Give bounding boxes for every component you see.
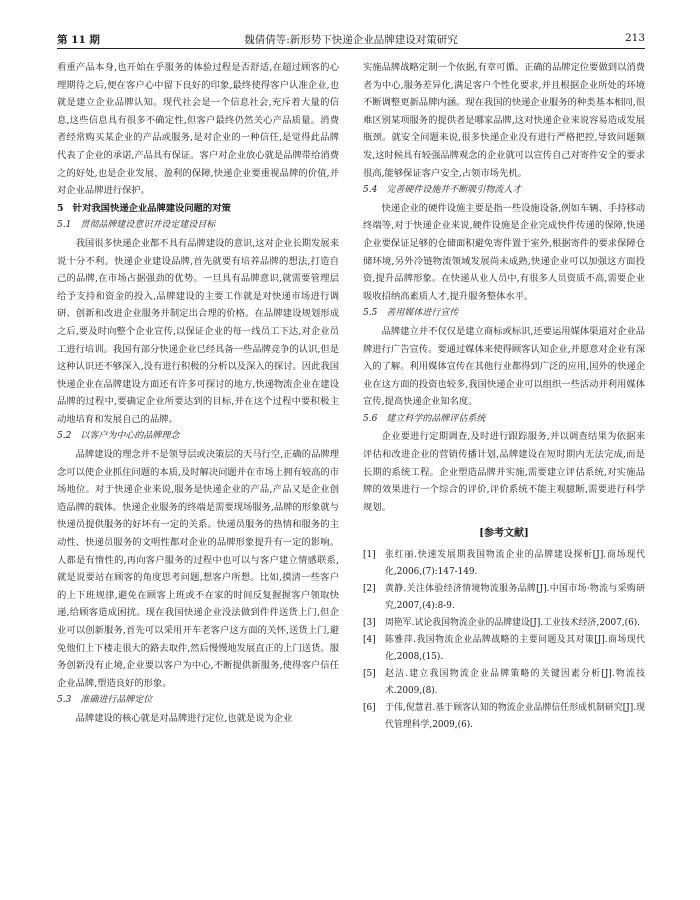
reference-item	[363, 632, 645, 666]
section-5-2-paragraph: 品牌建设的理念并不是领导层或决策层的天马行空,正确的品牌理念可以使企业抓住问题的本质,及时解决问题并在市场上拥有较高的市场地位。对于快递企业来说,服务是快递企业的产品,产品又是企业创造品牌的载体。快递企业服务的终端是需要现场服务,品牌的形象就与快递员提供服务的好坏有一定的关系。快递员服务的热情和服务的主动性、快递员服务的文明性都对企业的品牌形象提升有一定的影响。人都是有惰性的,再向客户服务的过程中也可以与客户建立情感联系,就是说要站在顾客的角度思考问题,想客户所想。比如,摸清一些客户的上下班规律,避免在顾客上班或不在家的时间反复握握客户领取快递,给顾客造成困扰。现在我国快递企业没法做到件件送货上门,但企业可以创新服务,首先可以采用开车老客户这方面的关怀,送货上门,避免他们上下楼走很大的路去取件,然后慢慢地发展直正的上门送货。服务创新没有止境,企业要以客户为中心,不断提供新服务,使得客户信任企业品牌,塑造良好的形象。	[57, 449, 339, 689]
section-5-2-heading: 5.2 以客户为中心的品牌理念	[57, 431, 180, 442]
section-5-3-heading: 5.3 准确进行品牌定位	[57, 695, 153, 706]
reference-number: [1]	[363, 550, 376, 561]
reference-number: [6]	[363, 703, 376, 714]
section-5-5-heading: 5.5 善用媒体进行宣传	[363, 308, 459, 319]
reference-text: 黄静.关注体验经济情境物流服务品牌[J].中国市场·物流与采购研究,2007,(4):8-9.	[385, 584, 645, 612]
reference-text: 赵洁.建立我国物流企业品牌策略的关键因素分析[J].物流技术.2009,(8).	[385, 669, 645, 697]
section-5-6-paragraph: 企业要进行定期调查,及时进行跟踪服务,并以调查结果为依据来评估和改进企业的营销传播计划,品牌建设在短时期内无法完成,而是长期的系统工程。企业塑造品牌并实施,需要建立评估系统,对实施品牌的效果进行一个综合的评价,评价系统不能主观臆断,需要进行科学规划。	[363, 431, 645, 513]
section-5-1-paragraph: 我国很多快递企业都不具有品牌建设的意识,这对企业长期发展来说十分不利。快递企业建设品牌,首先就要有培养品牌的想法,打造自己的品牌,在市场占据强劲的优势。一旦具有品牌意识,就需要管理层给予支持和资金的投入,品牌建设的主要工作就是对快递市场进行调研、创新和改进企业服务并制定出合理的价格。在品牌建设规划形成之后,要及时向整个企业宣传,以保证企业的每一线员工下达,对企业员工进行培训。我国有部分快递企业已经具备一些品牌竞争的认识,但是这种认识还不够深入,没有进行积极的分析以及深入的探讨。因此我国快递企业在品牌建设方面还有许多可探讨的地方,快递物流企业在建设品牌的过程中,要确定企业所要达到的目标,并在这个过程中要积极主动地培育和发展自己的品牌。	[57, 237, 339, 425]
reference-item	[363, 581, 645, 615]
right-column	[363, 59, 645, 734]
running-title: 魏倩倩等:新形势下快递企业品牌建设对策研究	[244, 34, 458, 46]
reference-item	[363, 547, 645, 581]
reference-item	[363, 700, 645, 734]
reference-number: [5]	[363, 669, 376, 680]
reference-number: [2]	[363, 584, 376, 595]
running-header	[57, 32, 645, 48]
page-number: 213	[624, 32, 645, 44]
section-5-6-heading: 5.6 建立科学的品牌评估系统	[363, 413, 486, 424]
reference-text: 张红丽.快速发展期我国物流企业的品牌建设探析[J].商场现代化,2006,(7):147-149.	[385, 550, 645, 578]
reference-text: 陈雅萍.我国物流企业品牌战略的主要问题及其对策[J].商场现代化,2008,(15).	[385, 635, 645, 663]
continued-paragraph: 实施品牌战略定制一个依据,有章可循。正确的品牌定位要做到以消费者为中心,服务差异化,满足客户个性化要求,并且根据企业所处的环境不断调整更新品牌内涵。现在我国的快递企业服务的种类基本相同,很难区别某项服务的提供者是哪家品牌,这对快递企业来说容易造成发展瓶颈。就安全问题来说,很多快递企业没有进行严格把控,导致问题频发,这时候具有较强品牌观念的企业就可以宣传自己对寄件安全的要求很高,能够保证客户安全,占领市场先机。	[363, 62, 645, 179]
section-5-heading: 5 针对我国快递企业品牌建设问题的对策	[57, 202, 231, 214]
reference-text: 周艳军.试论我国物流企业的品牌建设[J].工业技术经济,2007,(6).	[385, 618, 640, 629]
reference-item	[363, 615, 645, 632]
section-5-5-paragraph: 品牌建立并不仅仅是建立商标或标识,还要运用媒体渠道对企业品牌进行广告宣传。要通过媒体来使得顾客认知企业,并愿意对企业有深入的了解。利用媒体宣传在其他行业都得到广泛的应用,国外的快递企业在这方面的投资也较多,我国快递企业可以组织一些活动并利用媒体宣传,提高快递企业知名度。	[363, 325, 645, 408]
reference-text: 于伟,倪慧君.基于顾客认知的物流企业品牌信任形成机制研究[J].现代管理科学,2009,(6).	[385, 703, 645, 731]
reference-item	[363, 666, 645, 700]
section-5-3-paragraph: 品牌建设的核心就是对品牌进行定位,也就是说为企业	[75, 712, 293, 724]
issue-number: 第 11 期	[57, 34, 100, 46]
section-5-4-paragraph: 快递企业的硬件设施主要是指一些设施设备,例如车辆、手持移动终端等,对于快递企业来说,硬件设施是企业完成快件传递的保障,快递企业要保证足够的仓储面积避免寄件置于室外,根据寄件的要求保障仓储环境,另外冷链物流领域发展尚未成熟,快递企业可以加强这方面投资,提升品牌形象。在快递从业人员中,有很多人员资质不高,需要企业吸收招纳高素质人才,提升服务整体水平。	[363, 202, 645, 302]
references-list	[363, 547, 645, 734]
references-heading: [参考文献]	[479, 528, 529, 540]
section-5-4-heading: 5.4 完善硬件设施并不断吸引物流人才	[363, 185, 522, 196]
header-rule	[57, 48, 645, 49]
left-column	[57, 59, 339, 728]
section-5-1-heading: 5.1 贯彻品牌建设意识并设定建设目标	[57, 220, 216, 231]
reference-number: [4]	[363, 635, 376, 646]
intro-paragraph: 看重产品本身,也开始在乎服务的体验过程是否舒适,在超过顾客的心理期待之后,便在客户心中留下良好的印象,最终使得客户认准企业,也就是建立企业品牌认知。现代社会是一个信息社会,充斥着大量的信息,这些信息具有很多不确定性,但客户最终仍然关心产品质量。消费者经常购买某企业的产品或服务,是对企业的一种信任,是觉得此品牌代表了企业的承诺,产品具有保证。客户对企业放心就是品牌带给消费之的好处,也是企业发展、盈利的保障,快递企业要重视品牌的价值,并对企业品牌进行保护。	[57, 62, 339, 197]
reference-number: [3]	[363, 618, 376, 629]
